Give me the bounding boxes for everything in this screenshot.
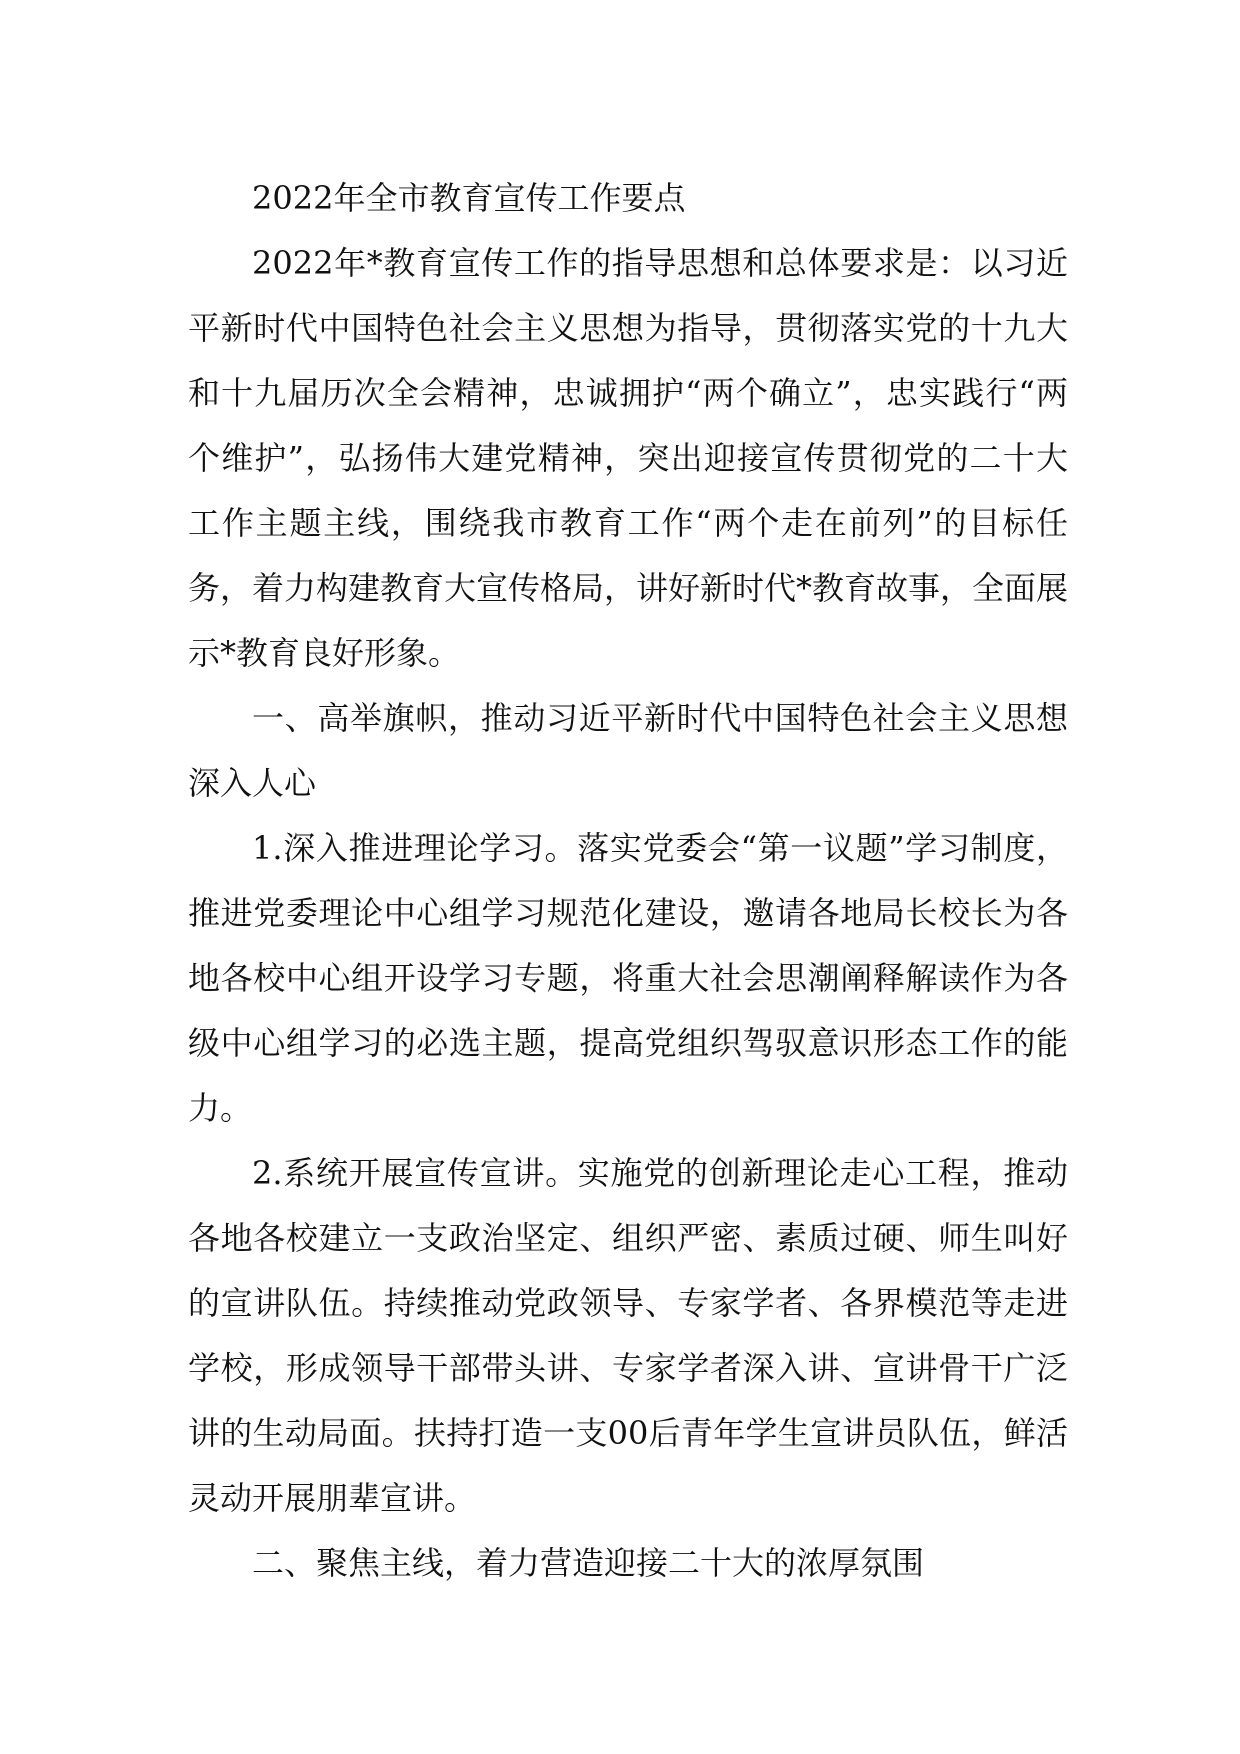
section-heading-2: 二、聚焦主线，着力营造迎接二十大的浓厚氛围 <box>252 1544 925 1582</box>
paragraph-item-2: 2.系统开展宣传宣讲。实施党的创新理论走心工程，推动各地各校建立一支政治坚定、组织严密、素质过硬、师生叫好的宣讲队伍。持续推动党政领导、专家学者、各界模范等走进学校，形成领导干部带头讲、专家学者深入讲、宣讲骨干广泛讲的生动局面。扶持打造一支00后青年学生宣讲员队伍，鲜活灵动开展朋辈宣讲。 <box>188 1154 1068 1517</box>
paragraph-item-1: 1.深入推进理论学习。落实党委会“第一议题”学习制度，推进党委理论中心组学习规范化建设，邀请各地局长校长为各地各校中心组开设学习专题，将重大社会思潮阐释解读作为各级中心组学习的必选主题，提高党组织驾驭意识形态工作的能力。 <box>188 829 1068 1127</box>
document-title: 2022年全市教育宣传工作要点 <box>252 179 686 217</box>
document-body <box>188 166 1068 1596</box>
section-heading-1: 一、高举旗帜，推动习近平新时代中国特色社会主义思想深入人心 <box>188 699 1068 802</box>
paragraph-guiding-thought: 2022年*教育宣传工作的指导思想和总体要求是：以习近平新时代中国特色社会主义思想为指导，贯彻落实党的十九大和十九届历次全会精神，忠诚拥护“两个确立”，忠实践行“两个维护”，弘扬伟大建党精神，突出迎接宣传贯彻党的二十大工作主题主线，围绕我市教育工作“两个走在前列”的目标任务，着力构建教育大宣传格局，讲好新时代*教育故事，全面展示*教育良好形象。 <box>188 244 1069 672</box>
